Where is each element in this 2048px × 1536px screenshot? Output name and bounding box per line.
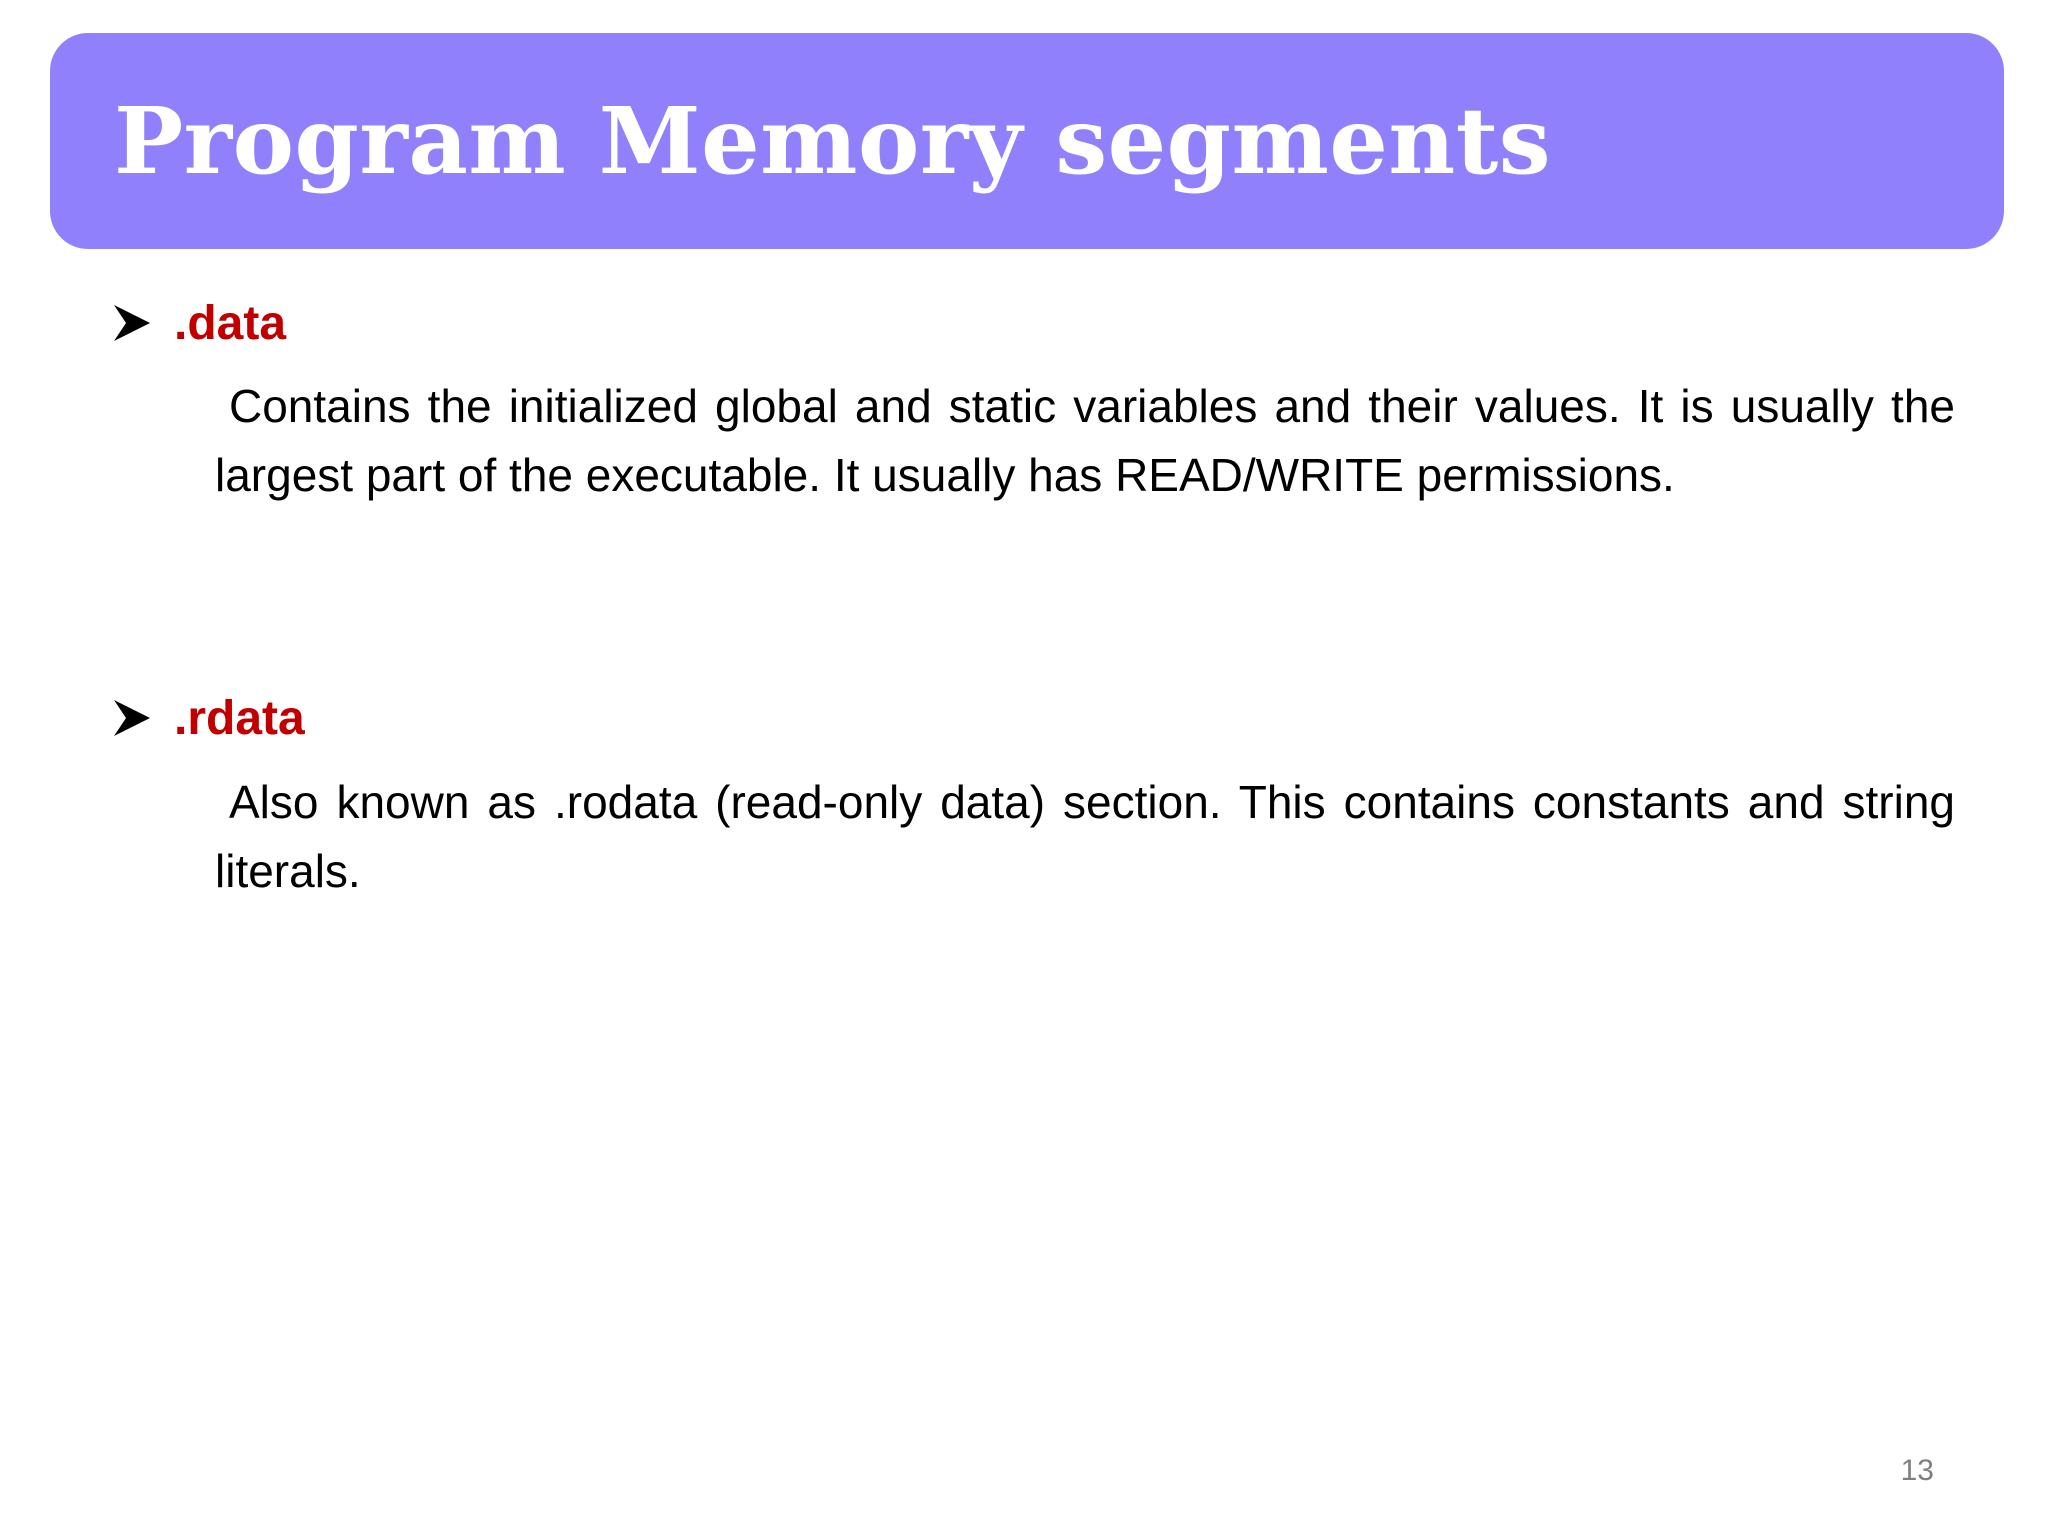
bullet-description: Also known as .rodata (read-only data) section. This contains constants and string literals. — [215, 776, 1955, 897]
title-banner — [50, 33, 2004, 249]
bullet-label: .data — [174, 296, 287, 350]
bullet-label: .rdata — [174, 691, 305, 745]
arrowhead-bullet-icon — [112, 696, 152, 740]
bullet-data — [112, 288, 286, 358]
page-number: 13 — [1900, 1454, 1934, 1487]
bullet-rdata — [112, 683, 305, 753]
bullet-description: Contains the initialized global and static variables and their values. It is usually the largest part of the executable. It usually has READ/WRITE permissions. — [215, 380, 1955, 501]
arrowhead-bullet-icon — [112, 301, 152, 345]
page-title: Program Memory segments — [114, 87, 1552, 195]
